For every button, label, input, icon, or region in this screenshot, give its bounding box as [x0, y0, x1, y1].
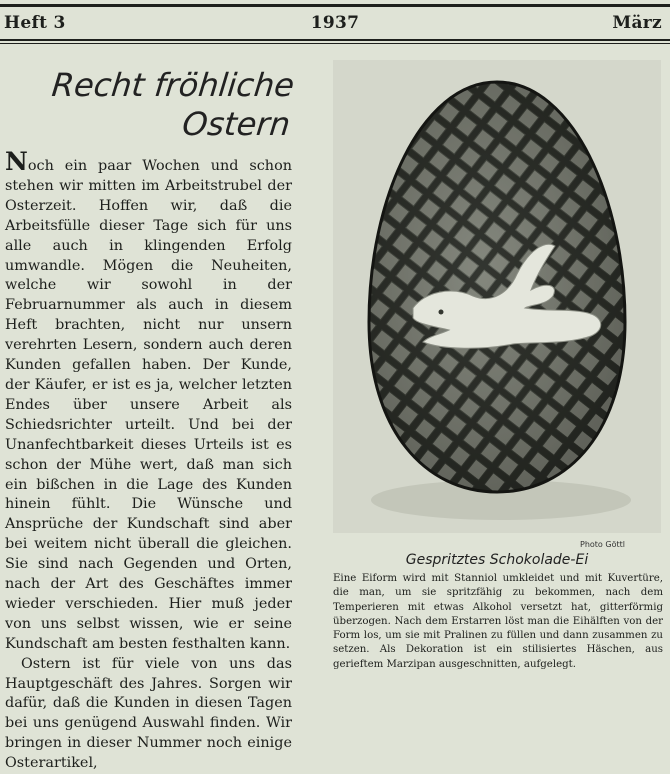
caption-text: Eine Eiform wird mit Stanniol umkleidet und mit Kuvertüre, die man, um sie spritzfähig zu bekommen, nach dem Temperieren mit etwas Alkohol versetzt hat, gitterförmig überzogen. Nach dem Erstarren löst man die Eihälften von der Form los, um sie mit Pralinen zu füllen und dann zusammen zu setzen. Als Dekoration ist ein stilisiertes Häschen, aus gerieftem Marzipan ausgeschnitten, aufgelegt. [333, 573, 663, 670]
issue-number: Heft 3 [4, 13, 66, 33]
header-rule-bottom [0, 39, 670, 41]
chocolate-egg-photo [333, 60, 661, 533]
article-body [5, 147, 292, 774]
article-title-line2: Ostern [180, 105, 292, 143]
article-title-line1: Recht fröhliche [50, 66, 297, 104]
article-paragraph-2: Ostern ist für viele von uns das Hauptgeschäft des Jahres. Sorgen wir dafür, daß die Kunden in diesen Tagen bei uns genügend Auswahl finden. Wir bringen in dieser Nummer noch einige Osterartikel, [5, 655, 292, 772]
caption-title: Gespritztes Schokolade-Ei [405, 552, 589, 568]
paragraph-1-text: och ein paar Wochen und schon stehen wir mitten im Arbeitstrubel der Osterzeit. Hoffen wir, daß die Arbeitsfülle dieser Tage sich für uns alle auch in klingenden Erfolg umwandle. Mögen die Neuheiten, welche wir sowohl in der Februarnummer als auch in diesem Heft brachten, nicht nur unsern verehrten Lesern, sondern auch deren Kunden gefallen haben. Der Kunde, der Käufer, er ist es ja, welcher letzten Endes über unsere Arbeit als Schiedsrichter urteilt. Und bei der Unanfechtbarkeit dieses Urteils ist es schon der Mühe wert, daß man sich ein bißchen in die Lage des Kunden hinein fühlt. Die Wünsche und Ansprüche der Kundschaft sind aber bei weitem nicht überall die gleichen. Sie sind nach Gegenden und Orten, nach der Art des Geschäftes immer wieder verschieden. Hier muß jeder von uns selbst wissen, wie er seine Kundschaft am besten festhalten kann. [5, 158, 292, 652]
drop-cap: N [5, 147, 28, 176]
issue-year: 1937 [310, 13, 360, 33]
issue-month: März [612, 13, 662, 33]
photo-credit: Photo Göttl [580, 540, 625, 549]
header-rule-bottom-thin [0, 43, 670, 44]
article-paragraph-1 [5, 147, 292, 655]
header-rule-top [0, 4, 670, 7]
